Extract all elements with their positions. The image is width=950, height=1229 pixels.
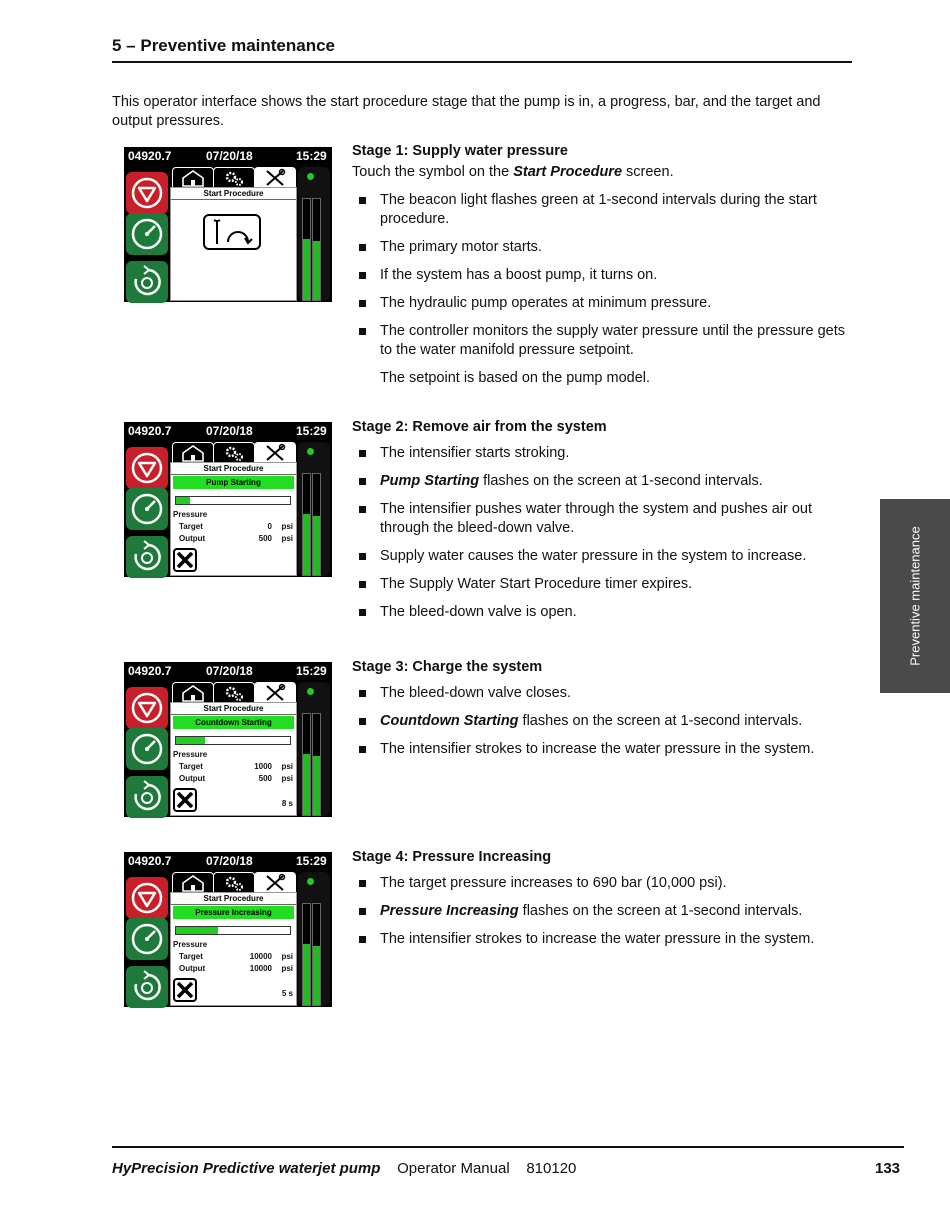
stage-2	[352, 419, 852, 631]
cancel-button[interactable]	[173, 548, 197, 572]
status-banner: Pressure Increasing	[173, 906, 294, 919]
screen-title: Start Procedure	[171, 188, 296, 200]
target-value: 1000	[254, 762, 272, 771]
progress-fill	[176, 737, 205, 744]
stage-1-note: The setpoint is based on the pump model.	[380, 370, 651, 386]
level-meter-right	[312, 198, 321, 301]
stop-button[interactable]	[126, 172, 168, 214]
status-column	[298, 442, 330, 576]
countdown-timer: 8 s	[281, 799, 293, 808]
stage-3-heading: Stage 3: Charge the system	[352, 659, 543, 675]
pressure-gauge-button[interactable]	[126, 488, 168, 530]
screen-status-bar	[124, 147, 332, 165]
progress-bar	[175, 496, 291, 505]
stop-button[interactable]	[126, 687, 168, 729]
stage-1-bullets	[352, 191, 852, 360]
level-fill-right	[313, 241, 320, 300]
beacon-indicator	[307, 878, 314, 885]
screen-status-bar	[124, 852, 332, 870]
status-column	[298, 167, 330, 301]
tab-home[interactable]	[172, 682, 214, 703]
page-number: 133	[875, 1160, 901, 1177]
list-item: The intensifier strokes to increase the water pressure in the system.	[352, 930, 852, 949]
list-item: The controller monitors the supply water pressure until the pressure gets to the water manifold pressure setpoint.	[352, 322, 852, 360]
status-column	[298, 682, 330, 816]
footer	[112, 1160, 901, 1177]
screen-status-bar	[124, 422, 332, 440]
pressure-label: Pressure	[173, 750, 208, 759]
stage-2-bullets	[352, 444, 852, 622]
start-cycle-button[interactable]	[126, 776, 168, 818]
list-item: The target pressure increases to 690 bar (10,000 psi).	[352, 874, 852, 893]
tab-maintenance[interactable]	[254, 682, 296, 703]
level-meter-left	[302, 713, 311, 816]
screen-tabs	[170, 442, 294, 464]
side-tab-label: Preventive maintenance	[907, 526, 923, 666]
list-item: The primary motor starts.	[352, 238, 852, 257]
footer-product: HyPrecision Predictive waterjet pump	[112, 1160, 381, 1177]
beacon-indicator	[307, 688, 314, 695]
target-value: 10000	[249, 952, 272, 961]
level-meter-right	[312, 903, 321, 1006]
tab-settings[interactable]	[213, 167, 255, 188]
hmi-screen-stage-1	[124, 147, 332, 302]
screen-title: Start Procedure	[171, 463, 296, 475]
tab-settings[interactable]	[213, 682, 255, 703]
output-value: 500	[258, 774, 272, 783]
hour-counter: 04920.7	[128, 854, 172, 868]
start-cycle-button[interactable]	[126, 261, 168, 303]
stage-3-bullets	[352, 684, 852, 759]
pressure-gauge-button[interactable]	[126, 728, 168, 770]
screen-title: Start Procedure	[171, 703, 296, 715]
progress-fill	[176, 497, 190, 504]
list-item: If the system has a boost pump, it turns on.	[352, 266, 852, 285]
level-fill-right	[313, 946, 320, 1005]
side-tab	[880, 499, 950, 693]
stop-button[interactable]	[126, 447, 168, 489]
screen-time: 15:29	[296, 149, 327, 163]
list-item: The intensifier starts stroking.	[352, 444, 852, 463]
footer-doc-number: 810120	[526, 1160, 577, 1177]
list-item: The intensifier strokes to increase the water pressure in the system.	[352, 740, 852, 759]
screen-panel: Start Procedure Countdown Starting Pressure Target 1000 psi Output 500 psi 8 s	[170, 702, 297, 816]
screen-title: Start Procedure	[171, 893, 296, 905]
level-meter-left	[302, 473, 311, 576]
level-fill-left	[303, 514, 310, 575]
pressure-label: Pressure	[173, 510, 208, 519]
hour-counter: 04920.7	[128, 664, 172, 678]
header-rule	[112, 61, 852, 63]
section-title: 5 – Preventive maintenance	[112, 36, 336, 55]
level-fill-left	[303, 944, 310, 1005]
list-item: The bleed-down valve is open.	[352, 603, 852, 622]
screen-time: 15:29	[296, 664, 327, 678]
screen-tabs	[170, 167, 294, 189]
status-banner: Countdown Starting	[173, 716, 294, 729]
start-cycle-button[interactable]	[126, 536, 168, 578]
level-meter-left	[302, 198, 311, 301]
output-value: 10000	[249, 964, 272, 973]
progress-fill	[176, 927, 218, 934]
progress-bar	[175, 736, 291, 745]
screen-panel	[170, 187, 297, 301]
tab-maintenance[interactable]	[254, 872, 296, 893]
stop-button[interactable]	[126, 877, 168, 919]
target-value: 0	[267, 522, 272, 531]
tab-maintenance[interactable]	[254, 167, 296, 188]
close-icon	[175, 557, 195, 574]
level-fill-right	[313, 516, 320, 575]
screen-date: 07/20/18	[206, 149, 253, 163]
level-fill-left	[303, 239, 310, 300]
stage-4-bullets	[352, 874, 852, 949]
footer-rule	[112, 1146, 904, 1148]
hmi-screen-stage-3	[124, 662, 332, 817]
beacon-indicator	[307, 448, 314, 455]
stage-1-lead: Touch the symbol on the Start Procedure screen.	[352, 164, 674, 180]
status-banner: Pump Starting	[173, 476, 294, 489]
level-fill-right	[313, 756, 320, 815]
start-procedure-icon[interactable]	[203, 214, 263, 257]
level-fill-left	[303, 754, 310, 815]
status-column	[298, 872, 330, 1006]
screen-date: 07/20/18	[206, 664, 253, 678]
list-item: The Supply Water Start Procedure timer expires.	[352, 575, 852, 594]
tab-home[interactable]	[172, 442, 214, 463]
footer-manual: Operator Manual	[397, 1160, 510, 1177]
level-meter-right	[312, 713, 321, 816]
hmi-screen-stage-2	[124, 422, 332, 577]
screen-time: 15:29	[296, 854, 327, 868]
output-value: 500	[258, 534, 272, 543]
list-item: Supply water causes the water pressure in the system to increase.	[352, 547, 852, 566]
screen-tabs	[170, 682, 294, 704]
stage-1	[352, 143, 852, 388]
tab-home[interactable]	[172, 167, 214, 188]
level-meter-left	[302, 903, 311, 1006]
start-cycle-button[interactable]	[126, 966, 168, 1008]
stage-2-heading: Stage 2: Remove air from the system	[352, 419, 607, 435]
tab-home[interactable]	[172, 872, 214, 893]
beacon-indicator	[307, 173, 314, 180]
list-item: The hydraulic pump operates at minimum pressure.	[352, 294, 852, 313]
stage-4-heading: Stage 4: Pressure Increasing	[352, 849, 552, 865]
stage-3	[352, 659, 852, 768]
screen-date: 07/20/18	[206, 854, 253, 868]
cancel-button[interactable]	[173, 978, 197, 1002]
close-icon	[175, 987, 195, 1004]
tab-settings[interactable]	[213, 872, 255, 893]
hour-counter: 04920.7	[128, 424, 172, 438]
pressure-gauge-button[interactable]	[126, 918, 168, 960]
stage-1-heading: Stage 1: Supply water pressure	[352, 143, 568, 159]
level-meter-right	[312, 473, 321, 576]
list-item: The intensifier pushes water through the system and pushes air out through the bleed-down valve.	[352, 500, 852, 538]
list-item: The bleed-down valve closes.	[352, 684, 852, 703]
screen-tabs	[170, 872, 294, 894]
progress-bar	[175, 926, 291, 935]
tab-settings[interactable]	[213, 442, 255, 463]
screen-panel: Start Procedure Pump Starting Pressure Target 0 psi Output 500 psi	[170, 462, 297, 576]
hour-counter: 04920.7	[128, 149, 172, 163]
stage-4	[352, 849, 852, 958]
hmi-screen-stage-4	[124, 852, 332, 1007]
countdown-timer: 5 s	[281, 989, 293, 998]
screen-time: 15:29	[296, 424, 327, 438]
pressure-label: Pressure	[173, 940, 208, 949]
pressure-gauge-button[interactable]	[126, 213, 168, 255]
cancel-button[interactable]	[173, 788, 197, 812]
list-item: Pressure Increasing flashes on the screen at 1-second intervals.	[352, 902, 852, 921]
screen-date: 07/20/18	[206, 424, 253, 438]
list-item: Pump Starting flashes on the screen at 1-second intervals.	[352, 472, 852, 491]
close-icon	[175, 797, 195, 814]
intro-paragraph: This operator interface shows the start procedure stage that the pump is in, a progress, bar, and the target and output pressures.	[112, 94, 821, 129]
screen-status-bar	[124, 662, 332, 680]
list-item: The beacon light flashes green at 1-second intervals during the start procedure.	[352, 191, 852, 229]
tab-maintenance[interactable]	[254, 442, 296, 463]
list-item: Countdown Starting flashes on the screen at 1-second intervals.	[352, 712, 852, 731]
screen-panel: Start Procedure Pressure Increasing Pressure Target 10000 psi Output 10000 psi 5 s	[170, 892, 297, 1006]
